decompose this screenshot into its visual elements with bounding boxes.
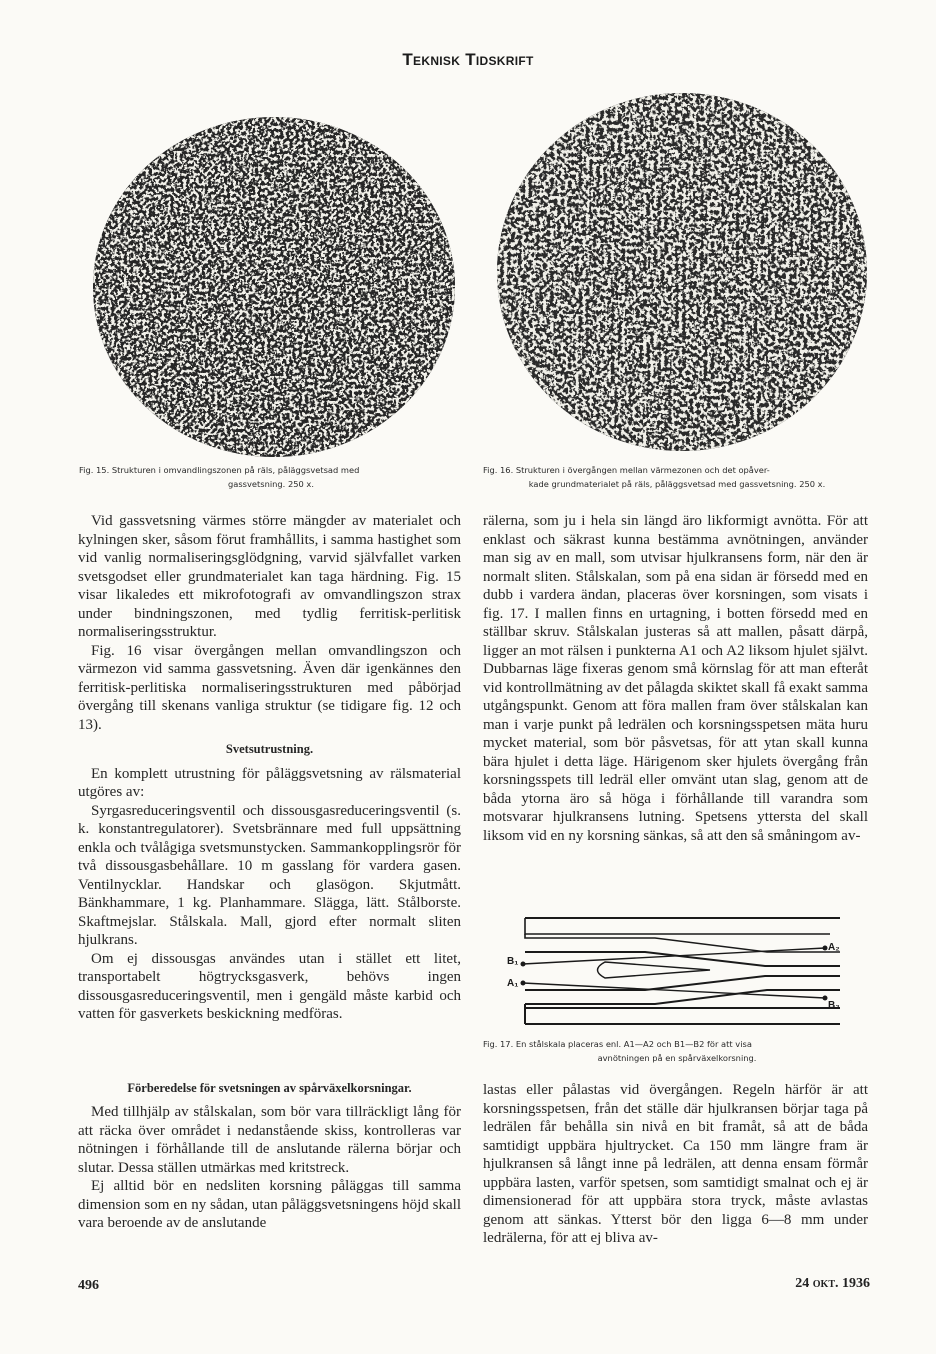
label-b2: B₂ <box>828 1000 840 1011</box>
fig17-caption-line2: avnötningen på en spårväxelkorsning. <box>597 1052 757 1063</box>
left-paragraph-4: Syrgasreduceringsventil och dissousgasreduceringsventil (s. k. konstantregulatorer). Svetsbrännare med full uppsättning enkla och tvålågiga svetsmunstycken. Sammankopplingsrör för två dissousgasbehållare. 10 m gasslang för vardera gasen. Ventilnycklar. Handskar och glasögon. Skjutmått. Bänkhammare, 1 kg. Planhammare. Slägga, lätt. Stålborste. Skaftmejslar. Stålskala. Mall, gjord efter normalt sliten hjulkrans. <box>78 802 461 948</box>
fig17-caption-line1: Fig. 17. En stålskala placeras enl. A1—A2 och B1—B2 för att visa <box>483 1039 752 1049</box>
left-paragraph-5: Om ej dissousgas användes utan i stället ett litet, transportabelt högtrycksgasverk, behövs ingen dissousgasreduceringsventil, men i gengäld måste karbid och vatten för gasverkets beskickning medföras. <box>78 950 461 1022</box>
section-heading-svetsutrustning: Svetsutrustning. <box>225 742 314 756</box>
left-paragraph-2: Fig. 16 visar övergången mellan omvandlingszon och värmezon vid samma gassvetsning. Även där igenkännes den ferritisk-perlitiska normaliseringsstrukturen med påbörjad övergång till skenans vanliga struktur (se tidigare fig. 12 och 13). <box>78 642 461 733</box>
right-column <box>483 512 868 845</box>
section-heading-forberedelse: Förberedelse för svetsningen av spårväxelkorsningar. <box>127 1081 412 1095</box>
right-paragraph-2: lastas eller pålastas vid övergången. Regeln härför är att korsningsspetsen, från det ställe där hjulkransen börjar taga på ledrälen får behålla sin nivå en bit framåt, så att de båda samtidigt uppbära hjultrycket. Ca 150 mm längre fram är hjulkransen så långt inne på ledrälen, att denna ensam förmår uppbära lasten, varför spetsen, som samtidigt smalnat och ej är dimensionerad för att uppbära stora tryck, måste avlastas genom att sänkas. Ytterst bör den ligga 6—8 mm under ledrälerna, för att ej bliva av- <box>483 1082 868 1246</box>
left-paragraph-6: Med tillhjälp av stålskalan, som bör vara tillräckligt lång för att räcka över området i nedanstående skiss, kontrolleras var nötningen i förhållande till de anslutande rälerna börjar och slutar. Dessa ställen utmärkas med kritstreck. <box>78 1104 461 1176</box>
fig15-caption-line1: Fig. 15. Strukturen i omvandlingszonen på räls, påläggsvetsad med <box>79 465 360 475</box>
masthead: Teknisk Tidskrift <box>402 50 534 69</box>
issue-date: 24 okt. 1936 <box>795 1276 870 1291</box>
page-number: 496 <box>78 1278 99 1293</box>
left-paragraph-3: En komplett utrustning för påläggsvetsning av rälsmaterial utgöres av: <box>78 765 461 800</box>
fig16-caption-line2: kade grundmaterialet på räls, påläggsvetsad med gassvetsning. 250 x. <box>528 478 826 489</box>
label-b1: B₁ <box>507 956 519 967</box>
fig16-caption <box>483 464 871 491</box>
left-paragraph-1: Vid gassvetsning värmes större mängder av materialet och kylningen sker, såsom förut framhållits, i samma hastighet som vid vanlig normaliseringsglödgning, varvid självfallet varken svetsgodset eller grundmaterialet kan taga härdning. Fig. 15 visar likaledes ett mikrofotografi av omvandlingszon strax under bindningszonen, med tydlig ferritisk-perlitisk normaliseringsstruktur. <box>78 513 461 640</box>
fig15-caption <box>79 464 463 491</box>
micrograph-fig15 <box>93 117 455 457</box>
label-a2: A₂ <box>828 942 840 953</box>
fig17-caption <box>483 1038 871 1065</box>
label-a1: A₁ <box>507 978 519 989</box>
right-paragraph-1: rälerna, som ju i hela sin längd äro likformigt avnötta. För att enklast och säkrast kunna bestämma avnötningen, använder man sig av en mall, som utvisar hjulkransens form, när den är normalt sliten. Stålskalan, som på ena sidan är försedd med en dubb i vardera ändan, placeras över korsningen, som visats i fig. 17. I mallen finns en urtagning, i botten försedd med en ställbar skruv. Stålskalan justeras så att mallen, påsatt därpå, ligger an mot rälsen i punkterna A1 och A2 liksom hjulet självt. Dubbarnas läge fixeras genom små körnslag för att man efteråt vid kontrollmätning av det pålagda skiktet skall få exakt samma utgångspunkt. Genom att föra mallen fram över stålskalan kan man i varje punkt på ledrälen och korsningsspetsen mäta huru mycket material, som bör påsvetsas, för att ytan skall kunna bära hjulet i detta läge. Härigenom sker hjulets övergång från korsningsspets till ledräl eller omvänt utan slag, genom att de båda ytorna äro så höga i förhållande till varandra som motsvarar hjulkransens lutning. Spetsens yttersta del skall liksom vid en ny korsning sänkas, så att den så småningom av- <box>483 513 868 844</box>
micrograph-fig16 <box>497 93 867 451</box>
right-column-lower <box>483 1081 868 1248</box>
left-column <box>78 512 461 1024</box>
fig15-caption-line2: gassvetsning. 250 x. <box>228 478 314 489</box>
fig17-diagram <box>495 912 875 1032</box>
left-paragraph-7: Ej alltid bör en nedsliten korsning påläggas till samma dimension som en ny sådan, utan påläggsvetsningens höjd skall vara beroende av de anslutande <box>78 1178 461 1231</box>
left-column-lower <box>78 1079 461 1233</box>
fig16-caption-line1: Fig. 16. Strukturen i övergången mellan värmezonen och det opåver- <box>483 465 770 475</box>
